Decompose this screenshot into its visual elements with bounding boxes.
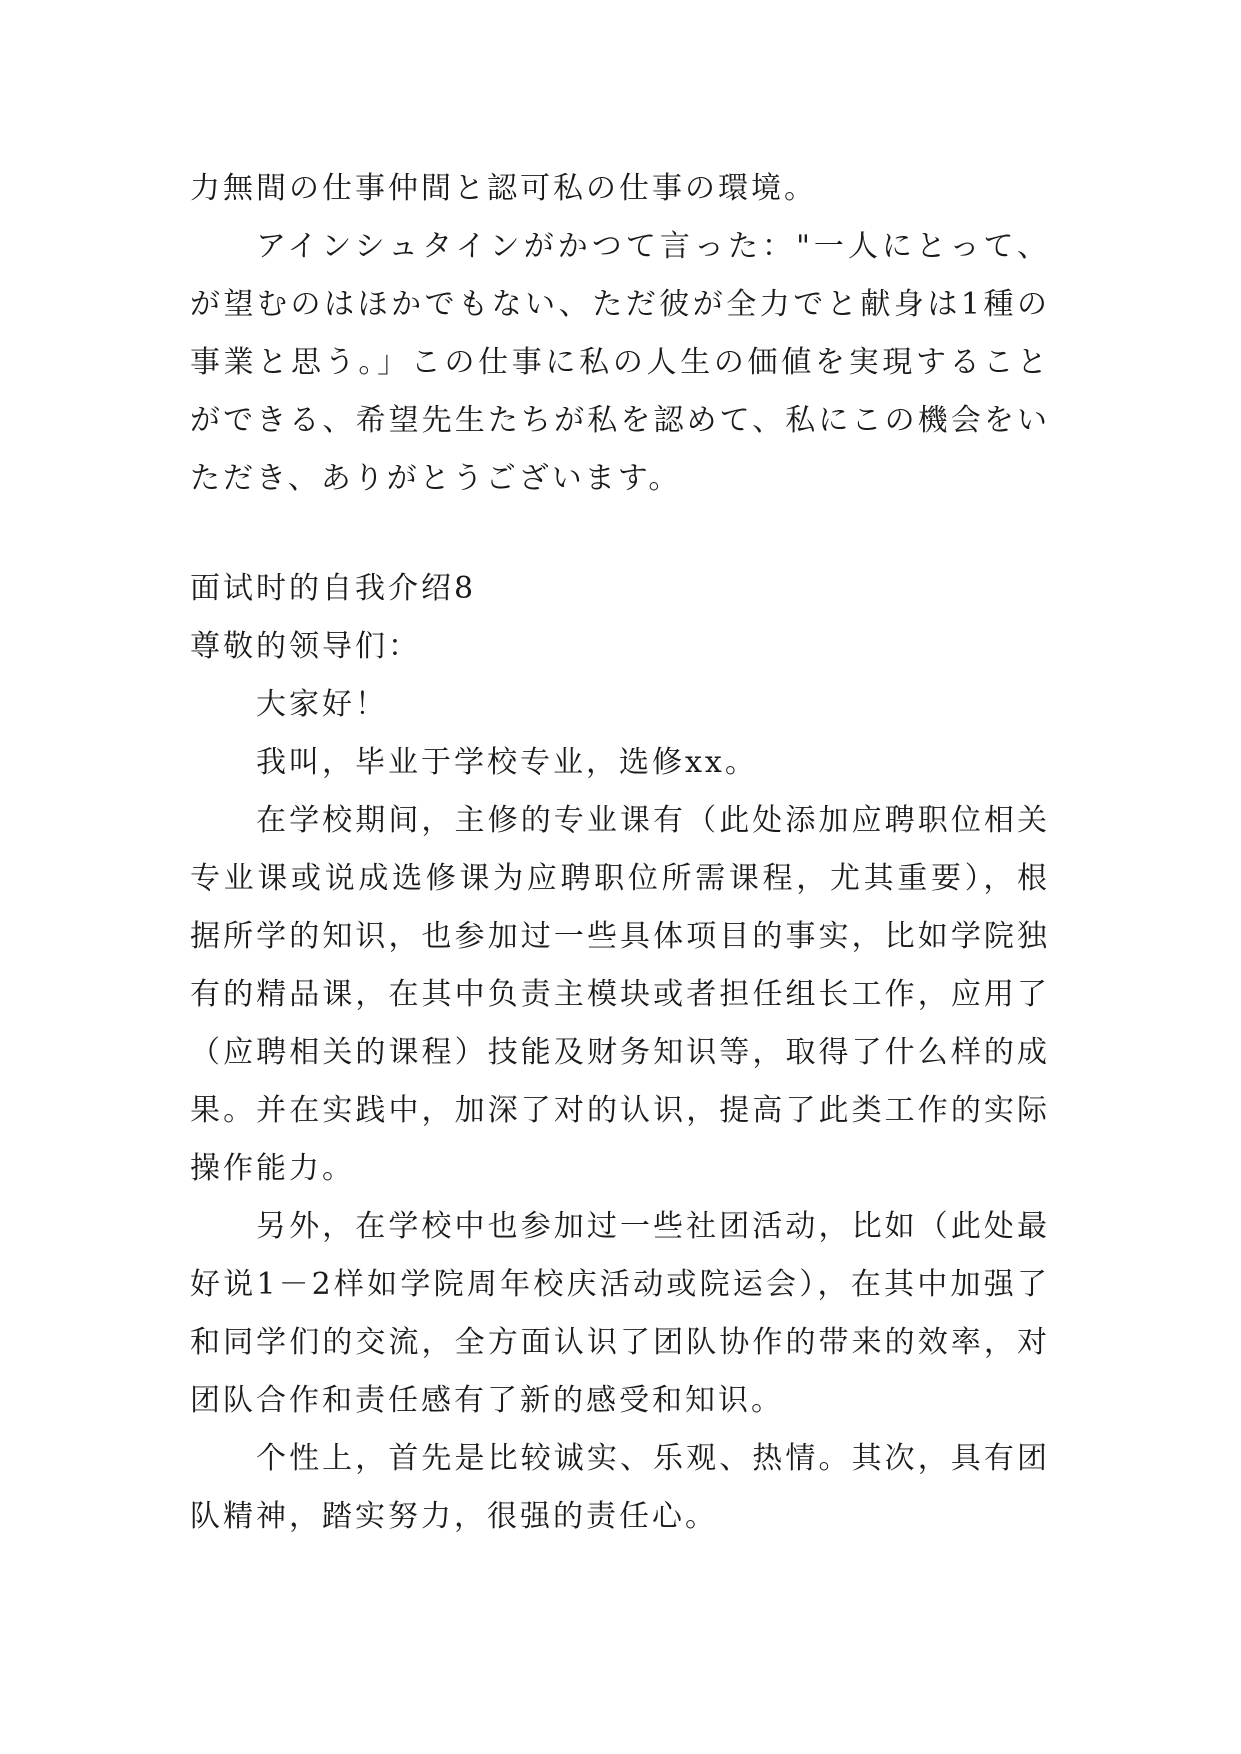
salutation: 尊敬的领导们： bbox=[190, 629, 421, 664]
personality-paragraph: 个性上，首先是比较诚实、乐观、热情。其次，具有团队精神，踏实努力，很强的责任心。 bbox=[190, 1441, 1050, 1534]
intro-paragraph: 我叫，毕业于学校专业，选修xx。 bbox=[256, 745, 758, 780]
continuation-paragraph: 力無間の仕事仲間と認可私の仕事の環境。 bbox=[190, 171, 817, 206]
section-spacer bbox=[190, 508, 1050, 560]
einstein-quote-paragraph: アインシュタインがかつて言った："一人にとって、が望むのはほかでもない、ただ彼が全力でと献身は1種の事業と思う。」この仕事に私の人生の価値を実現することができる、希望先生たちが私を認めて、私にこの機会をいただき、ありがとうございます。 bbox=[190, 229, 1050, 496]
greeting-paragraph: 大家好！ bbox=[256, 687, 388, 722]
study-paragraph: 在学校期间，主修的专业课有（此处添加应聘职位相关专业课或说成选修课为应聘职位所需课程，尤其重要），根据所学的知识，也参加过一些具体项目的事实，比如学院独有的精品课，在其中负责主模块或者担任组长工作，应用了（应聘相关的课程）技能及财务知识等，取得了什么样的成果。并在实践中，加深了对的认识，提高了此类工作的实际操作能力。 bbox=[190, 803, 1050, 1186]
document-body bbox=[190, 160, 1050, 1546]
section-title: 面试时的自我介绍8 bbox=[190, 571, 477, 606]
activities-paragraph: 另外，在学校中也参加过一些社团活动，比如（此处最好说1－2样如学院周年校庆活动或院运会），在其中加强了和同学们的交流，全方面认识了团队协作的带来的效率，对团队合作和责任感有了新的感受和知识。 bbox=[190, 1209, 1050, 1418]
